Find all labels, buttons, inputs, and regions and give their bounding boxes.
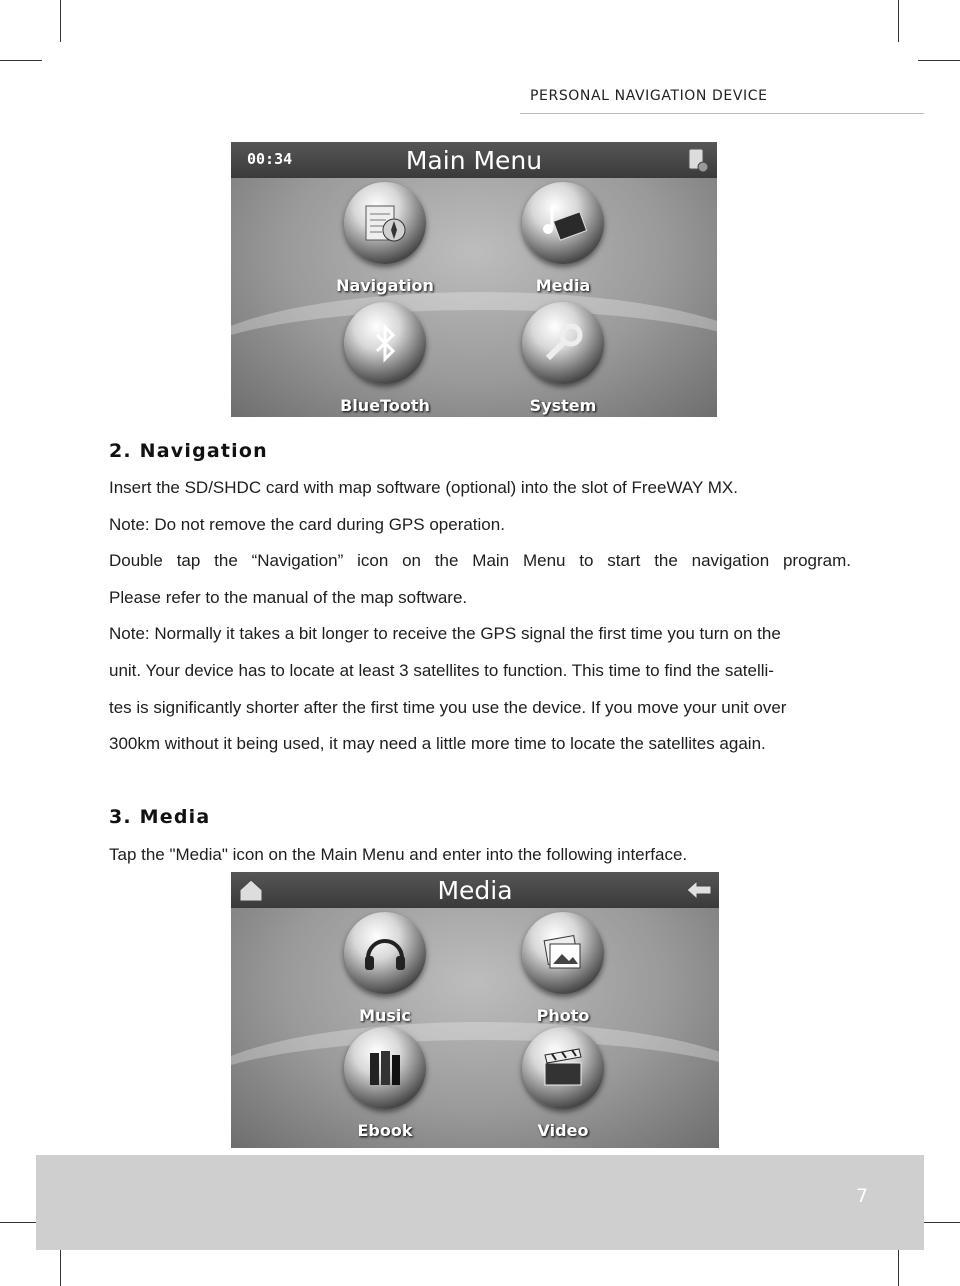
media-app-button[interactable] (473, 182, 653, 295)
photo-label: Photo (536, 1006, 590, 1025)
media-label: Media (535, 276, 591, 295)
video-label: Video (537, 1121, 589, 1140)
section-heading-media: 3. Media (109, 806, 211, 828)
photos-icon (522, 912, 604, 994)
running-title: PERSONAL NAVIGATION DEVICE (530, 88, 768, 104)
headphones-icon (344, 912, 426, 994)
crop-mark (60, 1244, 61, 1286)
crop-mark (898, 1244, 899, 1286)
crop-mark (898, 0, 899, 42)
wrench-icon (522, 302, 604, 384)
video-app-button[interactable] (473, 1027, 653, 1140)
text-line: unit. Your device has to locate at least 3 satellites to function. This time to find the satelli- (109, 660, 774, 680)
system-label: System (529, 396, 597, 415)
crop-mark (0, 60, 42, 61)
text-line: Please refer to the manual of the map software. (109, 587, 468, 607)
photo-app-button[interactable] (473, 912, 653, 1025)
crop-mark (918, 60, 960, 61)
section-heading-navigation: 2. Navigation (109, 440, 268, 462)
map-compass-icon (344, 182, 426, 264)
navigation-body (109, 470, 851, 763)
clapperboard-icon (522, 1027, 604, 1109)
clock: 00:34 (247, 150, 293, 168)
media-menu-screenshot (231, 872, 719, 1148)
books-icon (344, 1027, 426, 1109)
text-line: Note: Do not remove the card during GPS operation. (109, 514, 505, 534)
crop-mark (918, 1222, 960, 1223)
page-number: 7 (856, 1185, 869, 1207)
bluetooth-label: BlueTooth (340, 396, 430, 415)
bluetooth-icon (344, 302, 426, 384)
back-arrow-icon[interactable] (685, 876, 713, 904)
navigation-app-button[interactable] (295, 182, 475, 295)
bluetooth-app-button[interactable] (295, 302, 475, 415)
text-line: 300km without it being used, it may need a little more time to locate the satellites again. (109, 734, 766, 754)
ebook-label: Ebook (357, 1121, 413, 1140)
navigation-label: Navigation (336, 276, 434, 295)
system-app-button[interactable] (473, 302, 653, 415)
screen-title: Media (437, 876, 513, 905)
media-body (109, 837, 851, 874)
text-line: tes is significantly shorter after the first time you use the device. If you move your unit over (109, 697, 787, 717)
sd-card-icon[interactable] (683, 146, 711, 174)
footer-band (36, 1155, 924, 1250)
text-line: Double tap the “Navigation” icon on the Main Menu to start the navigation program. (109, 551, 851, 571)
music-app-button[interactable] (295, 912, 475, 1025)
text-line: Tap the "Media" icon on the Main Menu and enter into the following interface. (109, 845, 688, 864)
main-menu-screenshot (231, 142, 717, 417)
crop-mark (60, 0, 61, 42)
music-film-icon (522, 182, 604, 264)
header-rule (520, 113, 924, 114)
text-line: Note: Normally it takes a bit longer to receive the GPS signal the first time you turn on the (109, 624, 781, 644)
ebook-app-button[interactable] (295, 1027, 475, 1140)
text-line: Insert the SD/SHDC card with map software (optional) into the slot of FreeWAY MX. (109, 478, 738, 497)
screen-title: Main Menu (405, 146, 543, 175)
music-label: Music (359, 1006, 411, 1025)
